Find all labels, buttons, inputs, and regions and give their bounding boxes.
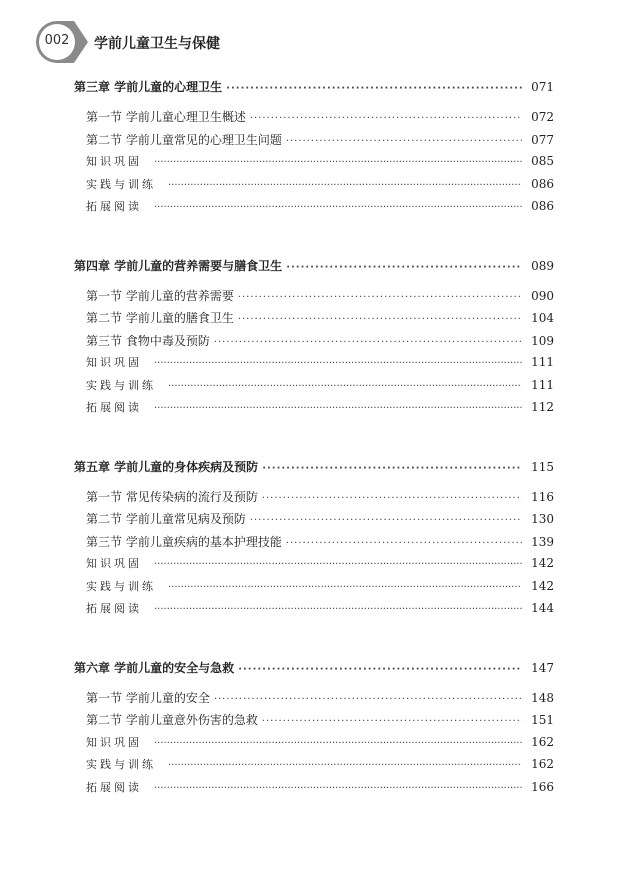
dot-leader <box>262 493 522 504</box>
toc-extra-entry[interactable] <box>74 600 554 623</box>
page-ref: 089 <box>531 258 554 273</box>
dot-leader <box>154 358 522 369</box>
dot-leader <box>168 582 522 593</box>
toc-section-entry[interactable] <box>74 332 554 355</box>
dot-leader <box>214 337 522 348</box>
toc-chapter-entry[interactable] <box>74 257 554 279</box>
dot-leader <box>262 716 522 727</box>
toc-extra-entry[interactable] <box>74 377 554 400</box>
page-ref: 077 <box>531 132 554 147</box>
toc-section-entry-label: 第二节 学前儿童常见病及预防 <box>86 512 246 526</box>
page-ref: 139 <box>531 534 554 549</box>
page-ref: 148 <box>531 690 554 705</box>
toc-extra-entry-label: 知识巩固 <box>86 356 142 369</box>
toc-section-entry[interactable] <box>74 309 554 332</box>
toc-extra-entry-label: 实践与训练 <box>86 378 156 392</box>
page-ref: 166 <box>531 779 554 794</box>
dot-leader <box>154 738 522 749</box>
toc-chapter-entry[interactable] <box>74 78 554 100</box>
toc-section-entry-label: 第一节 学前儿童心理卫生概述 <box>86 110 246 124</box>
page-ref: 090 <box>531 288 554 303</box>
toc-section-entry[interactable] <box>74 108 554 131</box>
toc-extra-entry[interactable] <box>74 734 554 757</box>
toc-section-entry-label: 第一节 学前儿童的安全 <box>86 690 210 705</box>
toc-extra-entry-label: 拓展阅读 <box>86 401 142 414</box>
toc-section-entry[interactable] <box>74 131 554 154</box>
toc-chapter-entry[interactable] <box>74 659 554 681</box>
page-ref: 112 <box>531 400 554 414</box>
dot-leader <box>238 314 522 325</box>
toc-extra-entry-label: 拓展阅读 <box>86 200 142 213</box>
page-ref: 130 <box>531 512 554 526</box>
toc-extra-entry-label: 知识巩固 <box>86 557 142 570</box>
chapter-group <box>74 257 554 422</box>
dot-leader <box>262 463 522 474</box>
toc-chapter-entry-label: 第六章 学前儿童的安全与急救 <box>74 660 235 675</box>
toc-section-entry-label: 第二节 学前儿童的膳食卫生 <box>86 311 234 325</box>
dot-leader <box>250 515 522 526</box>
dot-leader <box>238 664 522 675</box>
page-ref: 104 <box>531 311 554 325</box>
dot-leader <box>226 83 522 94</box>
toc-extra-entry[interactable] <box>74 555 554 578</box>
page-ref: 109 <box>531 333 554 348</box>
toc-extra-entry[interactable] <box>74 756 554 779</box>
toc-extra-entry[interactable] <box>74 578 554 601</box>
dot-leader <box>154 403 522 414</box>
toc-section-entry[interactable] <box>74 533 554 556</box>
page-ref: 115 <box>531 459 554 474</box>
toc-extra-entry-label: 实践与训练 <box>86 177 156 191</box>
toc-chapter-entry-label: 第三章 学前儿童的心理卫生 <box>74 80 223 94</box>
toc-extra-entry-label: 拓展阅读 <box>86 602 142 615</box>
dot-leader <box>168 180 522 191</box>
dot-leader <box>154 157 522 168</box>
page-ref: 144 <box>531 601 554 615</box>
page-ref: 111 <box>531 355 554 369</box>
dot-leader <box>286 262 522 273</box>
toc-extra-entry-label: 实践与训练 <box>86 579 156 593</box>
page-header <box>34 19 334 65</box>
toc-section-entry[interactable] <box>74 287 554 310</box>
toc-section-entry[interactable] <box>74 510 554 533</box>
toc-extra-entry-label: 知识巩固 <box>86 735 142 749</box>
page-number: 002 <box>44 33 70 48</box>
toc-section-entry-label: 第二节 学前儿童常见的心理卫生问题 <box>86 132 282 147</box>
page-ref: 085 <box>531 154 554 168</box>
dot-leader <box>154 559 522 570</box>
page-ref: 142 <box>531 556 554 570</box>
toc-section-entry-label: 第一节 学前儿童的营养需要 <box>86 288 234 303</box>
dot-leader <box>286 136 522 147</box>
dot-leader <box>286 538 522 549</box>
dot-leader <box>250 113 522 124</box>
toc-chapter-entry-label: 第四章 学前儿童的营养需要与膳食卫生 <box>74 258 283 273</box>
page-ref: 071 <box>531 80 554 94</box>
page-ref: 072 <box>531 110 554 124</box>
page-ref: 151 <box>531 713 554 727</box>
toc-extra-entry-label: 拓展阅读 <box>86 780 142 794</box>
table-of-contents <box>74 78 554 837</box>
toc-extra-entry[interactable] <box>74 198 554 221</box>
page-ref: 162 <box>531 757 554 771</box>
toc-chapter-entry-label: 第五章 学前儿童的身体疾病及预防 <box>74 459 259 474</box>
toc-extra-entry[interactable] <box>74 399 554 422</box>
toc-extra-entry-label: 知识巩固 <box>86 155 142 168</box>
dot-leader <box>154 604 522 615</box>
toc-extra-entry[interactable] <box>74 153 554 176</box>
toc-section-entry[interactable] <box>74 711 554 734</box>
page-ref: 116 <box>531 489 554 504</box>
dot-leader <box>238 292 522 303</box>
page-ref: 111 <box>531 377 554 392</box>
chapter-group <box>74 458 554 623</box>
page-number-badge <box>34 19 80 65</box>
toc-extra-entry[interactable] <box>74 779 554 802</box>
toc-extra-entry[interactable] <box>74 176 554 199</box>
page-ref: 162 <box>531 734 554 749</box>
page-ref: 086 <box>531 176 554 191</box>
toc-extra-entry-label: 实践与训练 <box>86 758 156 771</box>
page-ref: 142 <box>531 578 554 593</box>
toc-section-entry-label: 第二节 学前儿童意外伤害的急救 <box>86 713 258 727</box>
dot-leader <box>168 381 522 392</box>
page-ref: 086 <box>531 199 554 213</box>
toc-section-entry[interactable] <box>74 689 554 712</box>
page-ref: 147 <box>531 660 554 675</box>
toc-section-entry-label: 第三节 学前儿童疾病的基本护理技能 <box>86 534 282 549</box>
book-title: 学前儿童卫生与保健 <box>94 36 220 52</box>
dot-leader <box>168 760 522 771</box>
dot-leader <box>154 202 522 213</box>
dot-leader <box>154 783 522 794</box>
chapter-group <box>74 659 554 802</box>
toc-section-entry[interactable] <box>74 488 554 511</box>
toc-chapter-entry[interactable] <box>74 458 554 480</box>
toc-section-entry-label: 第一节 常见传染病的流行及预防 <box>86 489 258 504</box>
dot-leader <box>214 694 522 705</box>
toc-section-entry-label: 第三节 食物中毒及预防 <box>86 333 210 348</box>
toc-extra-entry[interactable] <box>74 354 554 377</box>
chapter-group <box>74 78 554 221</box>
